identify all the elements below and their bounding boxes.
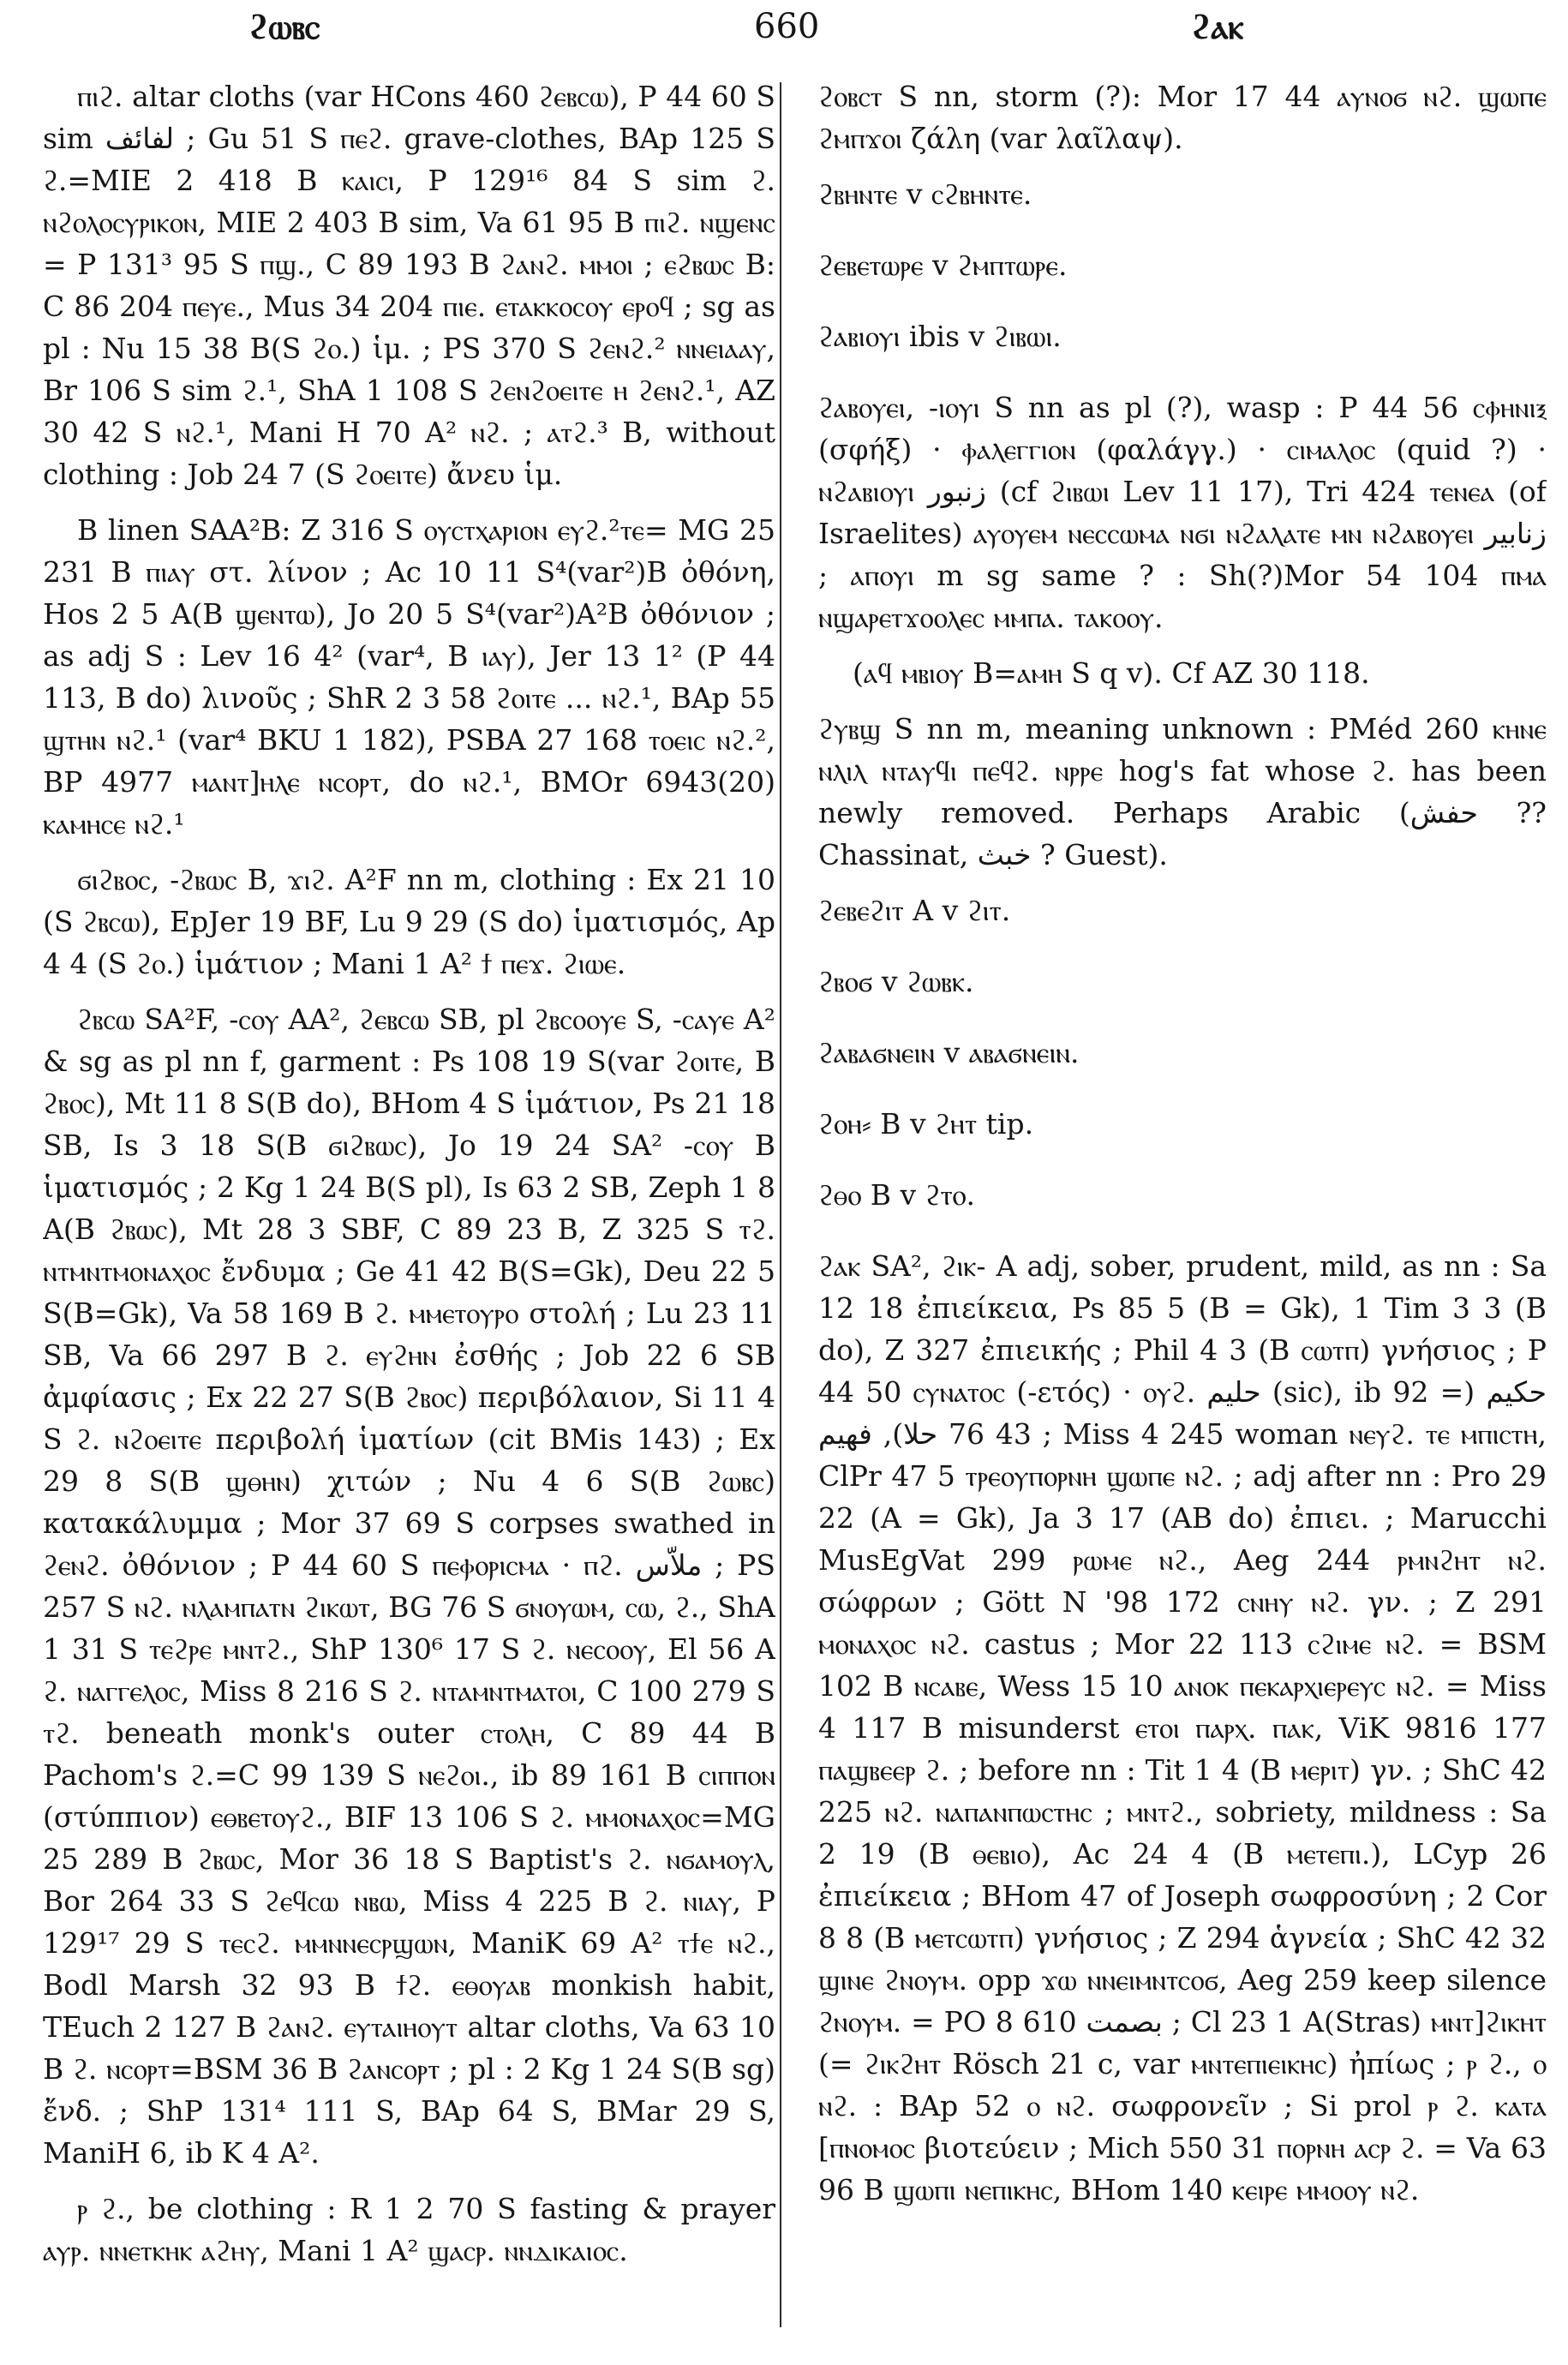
column-divider [780,82,781,2327]
entry-hbhnte: ϩⲃⲏⲛⲧⲉ v ⲥϩⲃⲏⲛⲧⲉ. [818,177,1032,211]
entry-hbsw: ϩⲃⲥⲱ SA²F, -ⲥⲟⲩ AA², ϩⲉⲃⲥⲱ SB, pl ϩⲃⲥⲟⲟⲩⲉ S, -ⲥⲁⲩⲉ A² & sg as pl nn f, garment : Ps 108 19 S(var ϩⲟⲓⲧⲉ, B ϩⲃⲟⲥ), Mt 11 8 S(B do), BHom 4 S ἱμάτιον, Ps 21 18 SB, Is 3 18 S(B ϭⲓϩⲃⲱⲥ), Jo 19 24 SA² -ⲥⲟⲩ B ἱματισμός ; 2 Kg 1 24 B(S pl), Is 63 2 SB, Zeph 1 8 A(B ϩⲃⲱⲥ), Mt 28 3 SBF, C 89 23 B, Z 325 S ⲧϩ. ⲛⲧⲙⲛⲧⲙⲟⲛⲁⲭⲟⲥ ἔνδυμα ; Ge 41 42 B(S=Gk), Deu 22 5 S(B=Gk), Va 58 169 B ϩ. ⲙⲙⲉⲧⲟⲩⲣⲟ στολή ; Lu 23 11 SB, Va 66 297 B ϩ. ⲉⲩϩⲏⲛ ἐσθής ; Job 22 6 SB ἀμφίασις ; Ex 22 27 S(B ϩⲃⲟⲥ) περιβόλαιον, Si 11 4 S ϩ. ⲛϩⲟⲉⲓⲧⲉ περιβολή ἱματίων (cit BMis 143) ; Ex 29 8 S(B ϣⲑⲏⲛ) χιτών ; Nu 4 6 S(B ϩⲱⲃⲥ) κατακάλυμμα ; Mor 37 69 S corpses swathed in ϩⲉⲛϩ. ὀθόνιον ; P 44 60 S ⲡⲉⲫⲟⲣⲓⲥⲙⲁ · ⲡϩ. ملاّس ; PS 257 S ⲛϩ. ⲛⲗⲁⲙⲡⲁⲧⲛ ϩⲓⲕⲱⲧ, BG 76 S ϭⲛⲟⲩⲱⲙ, ⲥⲱ, ϩ., ShA 1 31 S ⲧⲉϩⲣⲉ ⲙⲛⲧϩ., ShP 130⁶ 17 S ϩ. ⲛⲉⲥⲟⲟⲩ, El 56 A ϩ. ⲛⲁⲅⲅⲉⲗⲟⲥ, Miss 8 216 S ϩ. ⲛⲧⲁⲙⲛⲧⲙⲁⲧⲟⲓ, C 100 279 S ⲧϩ. beneath monk's outer ⲥⲧⲟⲗⲏ, C 89 44 B Pachom's ϩ.=C 99 139 S ⲛⲉϩⲟⲓ., ib 89 161 B ⲥⲓⲡⲡⲟⲛ (στύππιον) ⲉⲑⲃⲉⲧⲟⲩϩ., BIF 13 106 S ϩ. ⲙⲙⲟⲛⲁⲭⲟⲥ=MG 25 289 B ϩⲃⲱⲥ, Mor 36 18 S Baptist's ϩ. ⲛϭⲁⲙⲟⲩⲗ, Bor 264 33 S ϩⲉϥⲥⲱ ⲛⲃⲱ, Miss 4 225 B ϩ. ⲛⲓⲁⲩ, P 129¹⁷ 29 S ⲧⲉⲥϩ. ⲙⲙⲛⲛⲉⲥⲣϣⲱⲛ, ManiK 69 A² ⲧϯⲉ ⲛϩ., Bodl Marsh 32 93 B ϯϩ. ⲉⲑⲟⲩⲁⲃ monkish habit, TEuch 2 127 B ϩⲁⲛϩ. ⲉⲩⲧⲁⲓⲏⲟⲩⲧ altar cloths, Va 63 10 B ϩ. ⲛⲥⲟⲣⲧ=BSM 36 B ϩⲁⲛⲥⲟⲣⲧ ; pl : 2 Kg 1 24 S(B sg) ἔνδ. ; ShP 131⁴ 111 S, BAp 64 S, BMar 29 S, ManiH 6, ib K 4 A². [43,1003,775,2170]
entry-habioui: ϩⲁⲃⲓⲟⲩⲓ ibis v ϩⲓⲃⲱⲓ. [818,320,1062,353]
entry-hak: ϩⲁⲕ SA², ϩⲓⲕ- A adj, sober, prudent, mild, as nn : Sa 12 18 ἐπιείκεια, Ps 85 5 (B = Gk), 1 Tim 3 3 (B do), Z 327 ἐπιεικής ; Phil 4 3 (B ⲥⲱⲧⲡ) γνήσιος ; P 44 50 ⲥⲩⲛⲁⲧⲟⲥ (-ετός) · ⲟⲩϩ. حليم (sic), ib 92 حكيم (= 43 76 حلا), فهيم ; Miss 4 245 woman ⲛⲉⲩϩ. ⲧⲉ ⲙⲡⲓⲥⲧⲏ, ClPr 47 5 ⲧⲣⲉⲟⲩⲡⲟⲣⲛⲏ ϣⲱⲡⲉ ⲛϩ. ; adj after nn : Pro 29 22 (A = Gk), Ja 3 17 (AB do) ἐπιει. ; Marucchi MusEgVat 299 ⲣⲱⲙⲉ ⲛϩ., Aeg 244 ⲣⲙⲛϩⲏⲧ ⲛϩ. σώφρων ; Gött N '98 172 ⲥⲛⲏⲩ ⲛϩ. γν. ; Z 291 ⲙⲟⲛⲁⲭⲟⲥ ⲛϩ. castus ; Mor 22 113 ⲥϩⲓⲙⲉ ⲛϩ. = BSM 102 B ⲛⲥⲁⲃⲉ, Wess 15 10 ⲁⲛⲟⲕ ⲡⲉⲕⲁⲣⲭⲓⲉⲣⲉⲩⲥ ⲛϩ. = Miss 4 117 B misunderst ⲉⲧⲟⲓ ⲡⲁⲣⲭ. ⲡⲁⲕ, ViK 9816 177 ⲡⲁϣⲃⲉⲉⲣ ϩ. ; before nn : Tit 1 4 (B ⲙⲉⲣⲓⲧ) γν. ; ShC 42 225 ⲛϩ. ⲛⲁⲡⲁⲛⲡⲱⲥⲧⲏⲥ ; ⲙⲛⲧϩ., sobriety, mildness : Sa 2 19 (B ⲑⲉⲃⲓⲟ), Ac 24 4 (B ⲙⲉⲧⲉⲡⲓ.), LCyp 26 ἐπιείκεια ; BHom 47 of Joseph σωφροσύνη ; 2 Cor 8 8 (B ⲙⲉⲧⲥⲱⲧⲡ) γνήσιος ; Z 294 ἁγνεία ; ShC 42 32 ϣⲓⲛⲉ ϩⲛⲟⲩⲙ. opp ϫⲱ ⲛⲛⲉⲓⲙⲛⲧⲥⲟϭ, Aeg 259 keep silence ϩⲛⲟⲩⲙ. = PO 8 610 بصمت ; Cl 23 1 A(Stras) ⲙⲛⲧ]ϩⲓⲕⲏⲧ (= ϩⲓⲕϩⲏⲧ Rösch 21 c, var ⲙⲛⲧⲉⲡⲓⲉⲓⲕⲏⲥ) ἠπίως ; ⲣ ϩ., ⲟ ⲛϩ. : BAp 52 ⲟ ⲛϩ. σωφρονεῖν ; Si prol ⲣ ϩ. ⲕⲁⲧⲁ [ⲡⲛⲟⲙⲟⲥ βιοτεύειν ; Mich 550 31 ⲡⲟⲣⲛⲏ ⲁⲥⲣ ϩ. = Va 63 96 B ϣⲱⲡⲓ ⲛⲉⲡⲓⲕⲏⲥ, BHom 140 ⲕⲉⲓⲣⲉ ⲙⲙⲟⲟⲩ ⲛϩ. [818,1249,1547,2206]
entry-linen: B linen SAA²B: Z 316 S ⲟⲩⲥⲧⲭⲁⲣⲓⲟⲛ ⲉⲩϩ.²ⲧⲉ= MG 25 231 B ⲡⲓⲁⲩ στ. λίνον ; Ac 10 11 S⁴(var²)B ὀθόνη, Hos 2 5 A(B ϣⲉⲛⲧⲱ), Jo 20 5 S⁴(var²)A²B ὀθόνιον ; as adj S : Lev 16 4² (var⁴, B ⲓⲁⲩ), Jer 13 1² (P 44 113, B do) λινοῦς ; ShR 2 3 58 ϩⲟⲓⲧⲉ ... ⲛϩ.¹, BAp 55 ϣⲧⲏⲛ ⲛϩ.¹ (var⁴ BKU 1 182), PSBA 27 168 ⲧⲟⲉⲓⲥ ⲛϩ.², BP 4977 ⲙⲁⲛⲧ]ⲏⲗⲉ ⲛⲥⲟⲣⲧ, do ⲛϩ.¹, BMOr 6943(20) ⲕⲁⲙⲏⲥⲉ ⲛϩ.¹ [43,513,775,841]
entry-r-h: ⲣ ϩ., be clothing : R 1 2 70 S fasting & prayer ⲁⲩⲣ. ⲛⲛⲉⲧⲕⲏⲕ ⲁϩⲏⲩ, Mani 1 A² ϣⲁⲥⲣ. ⲛⲛⲇⲓⲕⲁⲓⲟⲥ. [43,2192,775,2267]
page-number: 660 [754,7,820,46]
entry-hobst: ϩⲟⲃⲥⲧ S nn, storm (?): Mor 17 44 ⲁⲩⲛⲟϭ ⲛϩ. ϣⲱⲡⲉ ϩⲙⲡϫⲟⲓ ζάλη (var λαῖλαψ). [818,80,1547,155]
right-column [818,75,1547,2338]
entry-continuation: ⲡⲓϩ. altar cloths (var HCons 460 ϩⲉⲃⲥⲱ), P 44 60 S sim لفائف ; Gu 51 S ⲡⲉϩ. grave-clothes, BAp 125 S ϩ.=MIE 2 418 B ⲕⲁⲓⲥⲓ, P 129¹⁶ 84 S sim ϩ. ⲛϩⲟⲗⲟⲥⲩⲣⲓⲕⲟⲛ, MIE 2 403 B sim, Va 61 95 B ⲡⲓϩ. ⲛϣⲉⲛⲥ = P 131³ 95 S ⲡϣ., C 89 193 B ϩⲁⲛϩ. ⲙⲙⲟⲓ ; ⲉϩⲃⲱⲥ B: C 86 204 ⲡⲉⲩⲉ., Mus 34 204 ⲡⲓⲉ. ⲉⲧⲁⲕⲕⲟⲥⲟⲩ ⲉⲣⲟϥ ; sg as pl : Nu 15 38 B(S ϩⲟ.) ἱμ. ; PS 370 S ϩⲉⲛϩ.² ⲛⲛⲉⲓⲁⲁⲩ, Br 106 S sim ϩ.¹, ShA 1 108 S ϩⲉⲛϩⲟⲉⲓⲧⲉ ⲏ ϩⲉⲛϩ.¹, AZ 30 42 S ⲛϩ.¹, Mani H 70 A² ⲛϩ. ; ⲁⲧϩ.³ B, without clothing : Job 24 7 (S ϩⲟⲉⲓⲧⲉ) ἄνευ ἱμ. [43,80,775,491]
entry-hoh: ϩⲟⲏ⸗ B v ϩⲏⲧ tip. [818,1107,1034,1141]
left-column [43,75,775,2338]
entry-htho: ϩⲑⲟ B v ϩⲧⲟ. [818,1178,975,1212]
entry-cihbos: ϭⲓϩⲃⲟⲥ, -ϩⲃⲱⲥ B, ϫⲓϩ. A²F nn m, clothing : Ex 21 10 (S ϩⲃⲥⲱ), EpJer 19 BF, Lu 9 29 (S do) ἱματισμός, Ap 4 4 (S ϩⲟ.) ἱμάτιον ; Mani 1 A² ϯ ⲡⲉϫ. ϩⲓⲱⲉ. [43,863,775,980]
entry-hebehit: ϩⲉⲃⲉϩⲓⲧ A v ϩⲓⲧ. [818,894,1011,927]
entry-habacnein: ϩⲁⲃⲁϭⲛⲉⲓⲛ v ⲁⲃⲁϭⲛⲉⲓⲛ. [818,1036,1080,1069]
entry-hybsh: ϩⲩⲃϣ S nn m, meaning unknown : PMéd 260 ⲕⲏⲛⲉ ⲛⲗⲓⲗ ⲛⲧⲁⲩϥⲓ ⲡⲉϥϩ. ⲛⲣⲣⲉ hog's fat whose ϩ. has been newly removed. Perhaps Arabic (حفش ?? Chassinat, خبث ? Guest). [818,712,1547,871]
entry-hbos: ϩⲃⲟϭ v ϩⲱⲃⲕ. [818,965,974,998]
running-head-right: ϩⲁⲕ [1191,7,1244,47]
entry-cross-reference: (ⲁϥ ⲙⲃⲓⲟⲩ B=ⲁⲙⲏ S q v). Cf AZ 30 118. [853,656,1370,690]
entry-haboyei: ϩⲁⲃⲟⲩⲉⲓ, -ⲓⲟⲩⲓ S nn as pl (?), wasp : P 44 56 ⲥⲫⲏⲛⲓⲝ (σφήξ) · ⲫⲁⲗⲉⲅⲅⲓⲟⲛ (φαλάγγ.) · ⲥⲓⲙⲁⲗⲟⲥ (quid ?) · ⲛϩⲁⲃⲓⲟⲩⲓ زنبور (cf ϩⲓⲃⲱⲓ Lev 11 17), Tri 424 ⲧⲉⲛⲉⲁ (of Israelites) ⲁⲩⲟⲩⲉⲙ ⲛⲉⲥⲥⲱⲙⲁ ⲛϭⲓ ⲛϩⲁⲗⲁⲧⲉ ⲙⲛ ⲛϩⲁⲃⲟⲩⲉⲓ زنابير ; ⲁⲡⲟⲩⲓ m sg same ? : Sh(?)Mor 54 104 ⲡⲙⲁ ⲛϣⲁⲣⲉⲧϫⲟⲟⲗⲉⲥ ⲙⲙⲡⲁ. ⲧⲁⲕⲟⲟⲩ. [818,391,1547,634]
running-head-left: ϩⲱⲃⲥ [248,7,320,47]
entry-hebetwre: ϩⲉⲃⲉⲧⲱⲣⲉ v ϩⲙⲡⲧⲱⲣⲉ. [818,248,1068,282]
